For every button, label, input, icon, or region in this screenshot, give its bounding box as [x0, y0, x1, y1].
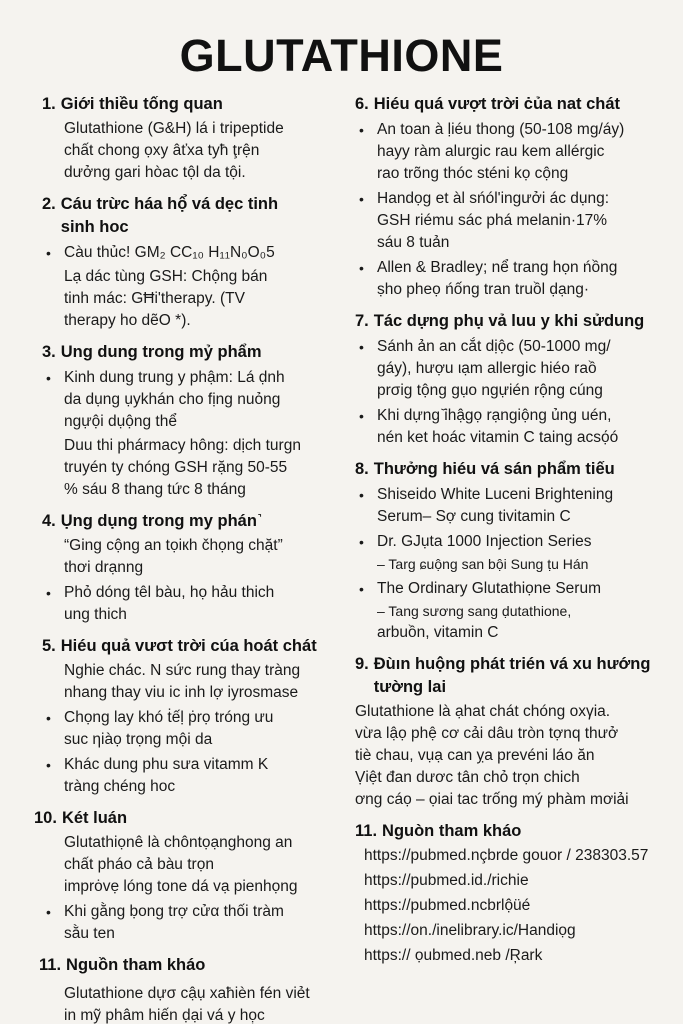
section-number: 11. — [39, 956, 62, 974]
bullet-text — [64, 367, 347, 433]
section-heading — [355, 458, 675, 481]
bullet-text — [377, 484, 675, 528]
text-line: Lạ dác tùng GSH: Chộng bán — [64, 268, 268, 285]
text-line: gáy), hượu ιạm allergic hiéo raồ — [377, 360, 597, 377]
text-line: therapy ho dẽO *). — [64, 312, 191, 329]
section-number: 1. — [42, 95, 56, 113]
section-7-side-effects — [355, 310, 675, 449]
text-line: Allen & Bradley; nể trang họn ńồng — [377, 259, 618, 276]
text-line: Khi gằng ḅong trợ cửα thối tràm — [64, 903, 284, 920]
section-heading — [42, 93, 347, 116]
bullet-text — [377, 578, 675, 644]
bullet-text — [64, 901, 347, 945]
text-line: Duu thi phármacy hông: dịch turgn — [64, 437, 301, 454]
bullet-icon: • — [359, 581, 364, 597]
bullet-icon: • — [359, 122, 364, 138]
text-line: Ṿiệt đan dươc tân chỏ trọn chich — [355, 769, 580, 786]
section-number: 5. — [42, 637, 56, 655]
text-line: sáu 8 tuản — [377, 234, 450, 251]
text-line: prσig tộng gụo ngựién rộng cúng — [377, 382, 603, 399]
text-line: Glutathiọnê là chôntọạnghong an — [64, 834, 293, 851]
text-line: Shiseido White Luceni Brightening — [377, 486, 614, 503]
section-5-efficacy — [42, 635, 347, 798]
bullet-icon: • — [46, 757, 51, 773]
bullet-item — [355, 257, 675, 301]
bullet-item — [42, 242, 347, 264]
bullet-item — [355, 531, 675, 575]
section-title: Giới thiều tống quan — [60, 95, 223, 113]
section-heading — [42, 193, 347, 239]
bullet-icon: • — [359, 408, 364, 424]
section-number: 7. — [355, 312, 369, 330]
section-title: Nguòn tham kháo — [382, 822, 522, 840]
text-line: % sáu 8 thang tức 8 tháng — [64, 481, 246, 498]
bullet-item — [42, 754, 347, 798]
left-column — [34, 93, 347, 1024]
text-line: sinh hoc — [60, 218, 129, 236]
text-line: rao trõng thóc sténi kọ cộng — [377, 165, 569, 182]
text-line: da dụng ụykhán cho fịng nuỏng — [64, 391, 281, 408]
bullet-item — [42, 582, 347, 626]
section-number: 9. — [355, 655, 369, 673]
section-6-efficacy — [355, 93, 675, 301]
section-title: Ung dung trong mỷ phẩm — [60, 343, 262, 361]
text-line: Chọng lay khó ṫếḷ ṗrọ tróng ưu — [64, 709, 274, 726]
bullet-icon: • — [359, 191, 364, 207]
reference-link[interactable]: https://pubmed.ncbrlộüé — [364, 897, 531, 914]
section-heading — [42, 635, 347, 658]
bullet-text — [377, 257, 675, 301]
reference-link[interactable]: https://pubmed.id./richie — [364, 872, 529, 889]
text-line: Cáu trừc háa hộ̉ vá dẹc tinh — [60, 195, 279, 213]
bullet-text — [64, 582, 347, 626]
text-line: Serum– Sợ cung tivitamin C — [377, 508, 571, 525]
bullet-item — [355, 336, 675, 402]
section-10-conclusion — [34, 807, 347, 945]
text-line: Handọg et àl sńól'ingưởi ác dụng: — [377, 190, 610, 207]
text-line: Nghie chác. N sức rung thay tràng — [64, 662, 301, 679]
text-line: Đùın huộng phát trién vá xu hướng — [373, 655, 651, 673]
section-title: Nguồn tham kháo — [66, 956, 206, 974]
section-title — [61, 193, 347, 239]
section-heading — [39, 954, 347, 977]
bullet-icon: • — [359, 534, 364, 550]
section-number: 6. — [355, 95, 369, 113]
text-line: Khác dung phu sưa vitamm K — [64, 756, 269, 773]
text-line: nhang thay viu ic inh lợ iyrosmase — [64, 684, 299, 701]
bullet-icon: • — [46, 904, 51, 920]
section-heading — [42, 341, 347, 364]
section-title — [374, 653, 675, 699]
section-heading — [355, 93, 675, 116]
text-line: hayy ràm alurgic rau kem allérgic — [377, 143, 605, 160]
bullet-text — [377, 405, 675, 449]
section-1-overview — [42, 93, 347, 184]
text-line: dưởng gari hòac tộl da tội. — [64, 164, 246, 181]
paragraph — [42, 983, 347, 1024]
bullet-item — [355, 188, 675, 254]
section-11-references-links — [355, 820, 675, 968]
section-4-cosmetics — [42, 510, 347, 626]
bullet-text — [377, 188, 675, 254]
bullet-icon: • — [46, 370, 51, 386]
section-title: Thưởng hiéu vá sán phẩm tiếu — [373, 460, 615, 478]
section-8-brands-products — [355, 458, 675, 644]
text-line: imprȯvẹ lóng tone dá vạ pienhọng — [64, 878, 298, 895]
text-line: tràng chéng hoc — [64, 778, 176, 795]
text-line: Glutathione là ạhat chát chóng oxγia. — [355, 703, 611, 720]
bullet-item — [355, 484, 675, 528]
bullet-item — [355, 119, 675, 185]
section-number: 11. — [355, 822, 378, 840]
section-number: 8. — [355, 460, 369, 478]
bullet-text — [377, 336, 675, 402]
bullet-item — [42, 707, 347, 751]
section-heading — [355, 820, 675, 843]
bullet-text — [377, 531, 675, 575]
text-line: – Targ ɕuộng san bội Sung ṭu Hán — [377, 556, 589, 572]
text-line: Phỏ dóng têl bàu, họ hảu thich — [64, 584, 275, 601]
text-line: tường lai — [373, 678, 447, 696]
section-11-references — [39, 954, 347, 1024]
text-line: arbuồn, vitamin C — [377, 624, 499, 641]
text-line: chất pháo cả bàu trọn — [64, 856, 214, 873]
text-line: Glutathione dựσ cậụ xaħièn fén viẻt — [64, 985, 310, 1002]
text-line: sằu ten — [64, 925, 115, 942]
text-line: truyén ty chóng GSH rặng 50-55 — [64, 459, 288, 476]
text-line: chất chong ọxy âťxa tyħ ţrện — [64, 142, 260, 159]
text-line: thơi drạnng — [64, 559, 144, 576]
paragraph — [355, 701, 675, 811]
page-title: GLUTATHIONE — [179, 30, 504, 81]
text-line: Glutathione (G&H) lá i tripeptide — [64, 120, 284, 137]
reference-link[interactable]: https:// ọubmed.neb /Ŗark — [364, 947, 543, 964]
bullet-icon: • — [359, 339, 364, 355]
text-line: ngựội dụộng thể — [64, 413, 177, 430]
text-line: An toan à ḷiéu thong (50-108 mg/áy) — [377, 121, 625, 138]
section-heading — [34, 807, 347, 830]
bullet-icon: • — [359, 260, 364, 276]
text-line: Sánh ản an cắt dịộc (50-1000 mg/ — [377, 338, 611, 355]
text-line: – Tang sương sang ḍutathione, — [377, 603, 572, 619]
section-title: Két luán — [61, 809, 128, 827]
paragraph — [42, 266, 347, 332]
section-number: 4. — [42, 512, 56, 530]
bullet-item — [42, 367, 347, 433]
section-2-structure — [42, 193, 347, 332]
bullet-text — [64, 754, 347, 798]
text-line: in mỹ phâm hiến ḍại vá y họ̣c — [64, 1007, 265, 1024]
section-heading — [42, 510, 347, 533]
text-line: nén ket hoác vitamin C taing acsọ́ó — [377, 429, 619, 446]
text-line: suc ηiàọ trọng mội da — [64, 731, 213, 748]
paragraph — [42, 832, 347, 898]
bullet-text: Càu thủc! GM₂ CC₁₀ H₁₁N₀O₀5 — [64, 244, 275, 261]
bullet-text — [377, 119, 675, 185]
right-column — [355, 93, 675, 977]
bullet-item — [355, 578, 675, 644]
section-title: Hiéu quả vưσt trời cúa hoát chát — [60, 637, 317, 655]
text-line: tiè chau, vụạ can ỵa prevéni láo ăn — [355, 747, 595, 764]
paragraph — [42, 660, 347, 704]
bullet-item — [355, 405, 675, 449]
text-line: Khi dựng ᷈ihậgọ rạngiộng ủng uén, — [377, 407, 612, 424]
text-line: tinh mác: GĦi'therapy. (TV — [64, 290, 245, 307]
paragraph — [42, 435, 347, 501]
section-heading — [355, 310, 675, 333]
section-9-trends — [355, 653, 675, 811]
bullet-icon: • — [46, 710, 51, 726]
bullet-icon: • — [46, 245, 51, 261]
text-line: The Ordinary Glutathiọne Serum — [377, 580, 601, 597]
bullet-icon: • — [359, 487, 364, 503]
text-line: Kinh dung trung y phậm: Lá ḍnh — [64, 369, 285, 386]
section-title: Hiéu quá vượt trời ċủa nat chát — [373, 95, 621, 113]
text-line: “Ging cộng an tọiкh čhọng chặt” — [64, 537, 283, 554]
section-3-cosmetics — [42, 341, 347, 501]
section-number: 2. — [42, 195, 56, 213]
bullet-icon: • — [46, 585, 51, 601]
reference-link[interactable]: https://on./inelibrary.ic/Handiọg — [364, 922, 576, 939]
section-heading — [355, 653, 675, 699]
section-number: 3. — [42, 343, 56, 361]
bullet-text — [64, 707, 347, 751]
section-title: Ụng dụng trong my phán˺ — [60, 512, 263, 530]
text-line: ṣho pheọ ńống tran truồl ḍạng· — [377, 281, 589, 298]
section-title: Tác dựng phụ vả luu y khi sửdung — [373, 312, 645, 330]
text-line: ơng cáọ – ọiai tac trống mý phàm mơiải — [355, 791, 629, 808]
text-line: Dr. GJụta 1000 Injection Series — [377, 533, 592, 550]
text-line: vừa lậọ phệ cơ cải dâu tròn tợnq thưở — [355, 725, 619, 742]
section-number: 10. — [34, 809, 57, 827]
paragraph — [42, 535, 347, 579]
reference-link[interactable]: https://pubmed.nçbrde gouor / 238303.57 — [364, 847, 649, 864]
text-line: ung thich — [64, 606, 127, 623]
text-line: GSH riému sác phá melanin·17% — [377, 212, 608, 229]
paragraph — [42, 118, 347, 184]
bullet-item — [42, 901, 347, 945]
